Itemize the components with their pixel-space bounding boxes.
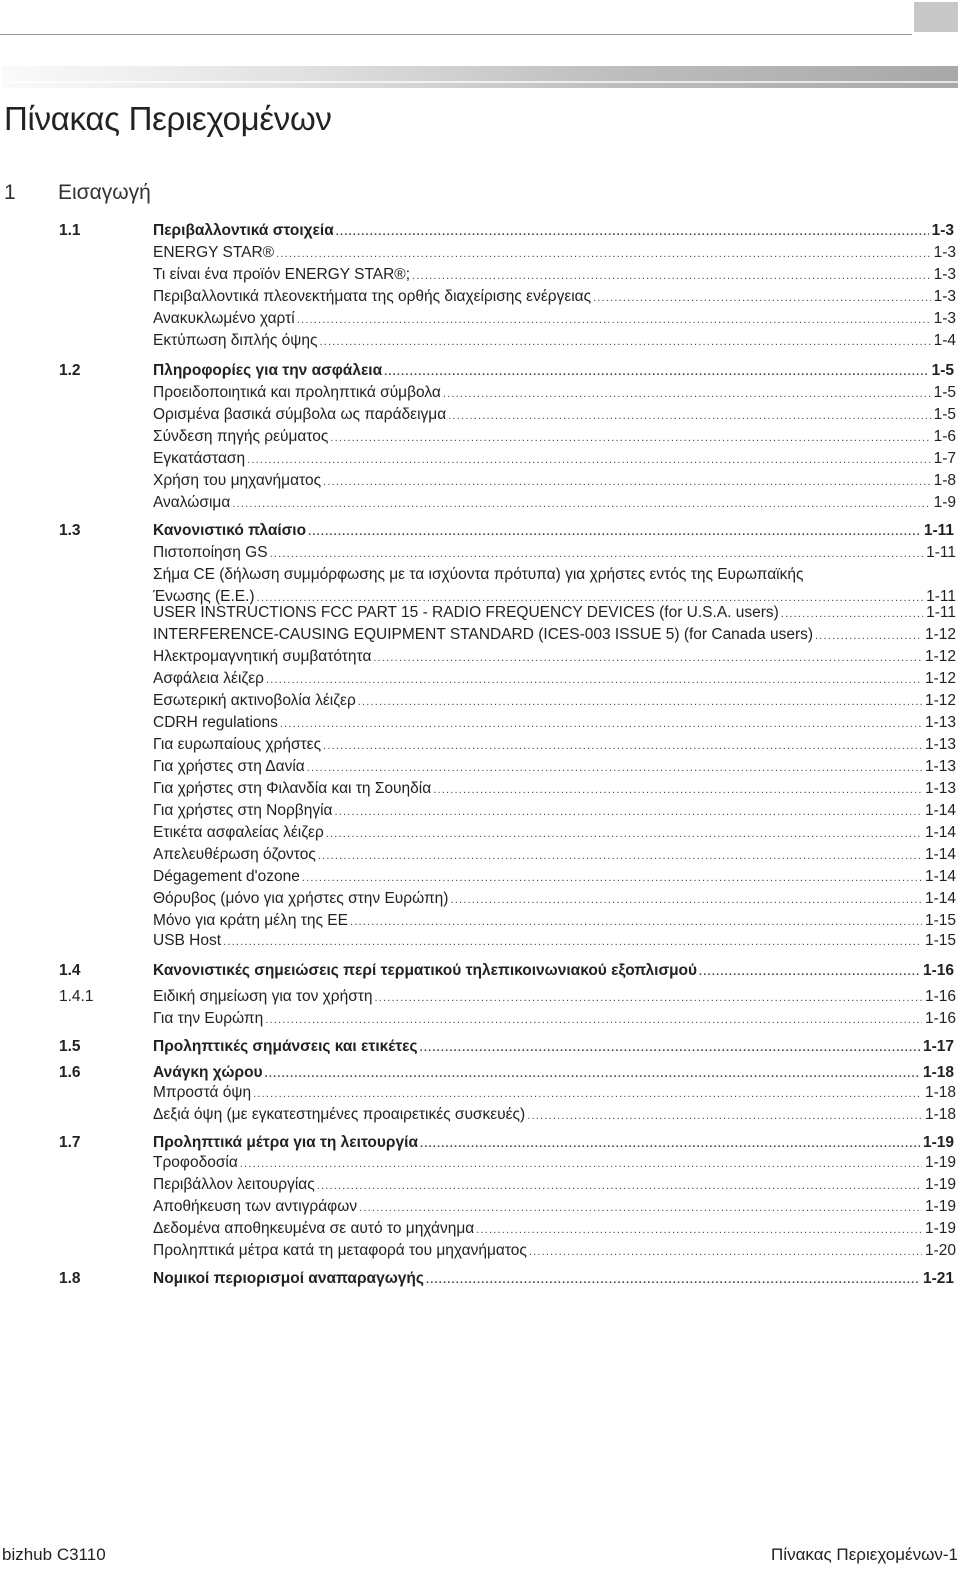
banner-stripe xyxy=(2,81,958,83)
toc-entry-row[interactable] xyxy=(0,734,960,756)
toc-entry-row[interactable] xyxy=(0,888,960,910)
leader-dots xyxy=(321,471,931,493)
toc-entry-label: Ανακυκλωμένο χαρτί xyxy=(153,310,295,327)
toc-entry-label: Ειδική σημείωση για τον χρήστη xyxy=(153,988,373,1005)
toc-entry-label-cont: Ένωσης (Ε.Ε.) xyxy=(153,588,255,605)
toc-page-number: 1-19 xyxy=(924,1198,956,1215)
header-rule xyxy=(0,34,912,35)
leader-dots xyxy=(315,1175,922,1197)
toc-entry-label: Δεξιά όψη (με εγκατεστημένες προαιρετικές συσκευές) xyxy=(153,1106,526,1123)
toc-entry xyxy=(153,986,956,1009)
leader-dots xyxy=(813,625,922,647)
toc-section-row[interactable] xyxy=(0,220,960,242)
toc-entry-label: USER INSTRUCTIONS FCC PART 15 - RADIO FREQUENCY DEVICES (for U.S.A. users) xyxy=(153,604,779,621)
toc-entry-label: Ηλεκτρομαγνητική συμβατότητα xyxy=(153,648,372,665)
toc-entry-row[interactable] xyxy=(0,1152,960,1174)
toc-entry xyxy=(153,426,956,449)
toc-entry-row[interactable] xyxy=(0,426,960,448)
toc-page-number: 1-7 xyxy=(933,450,956,467)
leader-dots xyxy=(221,931,922,953)
toc-section-number: 1.5 xyxy=(59,1038,81,1055)
toc-entry-row[interactable] xyxy=(0,542,960,564)
toc-page-number: 1-14 xyxy=(924,868,956,885)
toc-entry-label: Προειδοποιητικά και προληπτικά σύμβολα xyxy=(153,384,441,401)
toc-entry xyxy=(153,1218,956,1241)
toc-page-number: 1-13 xyxy=(924,758,956,775)
leader-dots xyxy=(230,493,930,515)
toc-entry-row[interactable] xyxy=(0,910,960,932)
toc-entry xyxy=(153,448,956,471)
toc-entry xyxy=(153,1104,956,1127)
toc-entry-row[interactable] xyxy=(0,690,960,712)
toc-entry xyxy=(153,492,956,515)
leader-dots xyxy=(441,383,931,405)
toc-entry-row[interactable] xyxy=(0,778,960,800)
toc-entry-row[interactable] xyxy=(0,930,960,952)
toc-section-row[interactable] xyxy=(0,1036,960,1058)
leader-dots xyxy=(317,331,930,353)
toc-entry xyxy=(153,712,956,735)
toc-page-number: 1-19 xyxy=(924,1176,956,1193)
toc-entry-row[interactable] xyxy=(0,844,960,866)
toc-page-number: 1-18 xyxy=(922,1064,954,1081)
toc-entry-label: Προληπτικές σημάνσεις και ετικέτες xyxy=(153,1038,418,1055)
toc-page-number: 1-14 xyxy=(924,890,956,907)
toc-entry-row[interactable] xyxy=(0,756,960,778)
toc-page-number: 1-13 xyxy=(924,714,956,731)
toc-entry-label: Για χρήστες στη Φιλανδία και τη Σουηδία xyxy=(153,780,432,797)
toc-entry-row[interactable] xyxy=(0,448,960,470)
leader-dots xyxy=(371,647,922,669)
toc-entry xyxy=(153,822,956,845)
leader-dots xyxy=(321,735,922,757)
leader-dots xyxy=(305,757,922,779)
leader-dots xyxy=(474,1219,922,1241)
toc-entry xyxy=(153,286,956,309)
toc-entry-label: CDRH regulations xyxy=(153,714,278,731)
toc-page-number: 1-18 xyxy=(924,1084,956,1101)
toc-entry-label: Ανάγκη χώρου xyxy=(153,1064,263,1081)
leader-dots xyxy=(779,603,923,625)
toc-entry-label: Κανονιστικές σημειώσεις περί τερματικού τηλεπικοινωνιακού εξοπλισμού xyxy=(153,962,698,979)
toc-page-number: 1-14 xyxy=(924,846,956,863)
toc-entry-label: Εσωτερική ακτινοβολία λέιζερ xyxy=(153,692,356,709)
leader-dots xyxy=(300,867,922,889)
toc-page-number: 1-4 xyxy=(933,332,956,349)
toc-entry-label: Δεδομένα αποθηκευμένα σε αυτό το μηχάνημα xyxy=(153,1220,475,1237)
toc-entry-label: Χρήση του μηχανήματος xyxy=(153,472,322,489)
toc-entry-label: Μόνο για κράτη μέλη της ΕΕ xyxy=(153,912,348,929)
toc-entry xyxy=(153,1240,956,1263)
leader-dots xyxy=(410,265,931,287)
toc-entry-row[interactable] xyxy=(0,1174,960,1196)
leader-dots xyxy=(264,669,922,691)
toc-entry-row[interactable] xyxy=(0,800,960,822)
leader-dots xyxy=(373,987,922,1009)
toc-page-number: 1-14 xyxy=(924,802,956,819)
leader-dots xyxy=(328,427,930,449)
toc-entry-label: Ετικέτα ασφαλείας λέιζερ xyxy=(153,824,324,841)
toc-page-number: 1-15 xyxy=(924,912,956,929)
toc-entry xyxy=(153,930,956,953)
toc-page-number: 1-11 xyxy=(926,588,956,605)
toc-entry xyxy=(153,800,956,823)
toc-page-number: 1-11 xyxy=(923,522,954,539)
leader-dots xyxy=(306,521,921,543)
toc-entry xyxy=(153,866,956,889)
leader-dots xyxy=(334,221,929,243)
toc-entry xyxy=(153,382,956,405)
toc-page-number: 1-18 xyxy=(924,1106,956,1123)
toc-entry-row[interactable] xyxy=(0,668,960,690)
toc-entry-label: Για την Ευρώπη xyxy=(153,1010,264,1027)
toc-page-number: 1-12 xyxy=(924,692,956,709)
toc-page-number: 1-16 xyxy=(924,1010,956,1027)
header-banner xyxy=(2,66,958,88)
toc-entry-row[interactable] xyxy=(0,1008,960,1030)
toc-page-number: 1-3 xyxy=(933,288,956,305)
toc-entry xyxy=(153,264,956,287)
page-title: Πίνακας Περιεχομένων xyxy=(4,100,332,137)
toc-section-row[interactable] xyxy=(0,1268,960,1290)
toc-entry-label: Μπροστά όψη xyxy=(153,1084,252,1101)
toc-entry xyxy=(153,520,956,543)
toc-entry-label: Για χρήστες στη Νορβηγία xyxy=(153,802,333,819)
toc-entry xyxy=(153,1008,956,1031)
toc-section-number: 1.3 xyxy=(59,522,81,539)
toc-entry-label: Πληροφορίες για την ασφάλεια xyxy=(153,362,383,379)
toc-section-row[interactable] xyxy=(0,1132,960,1154)
toc-entry-row[interactable] xyxy=(0,712,960,734)
leader-dots xyxy=(591,287,930,309)
toc-page-number: 1-9 xyxy=(933,494,956,511)
toc-entry xyxy=(153,1082,956,1105)
leader-dots xyxy=(324,823,922,845)
toc-entry xyxy=(153,220,956,243)
toc-page-number: 1-13 xyxy=(924,736,956,753)
toc-entry-row[interactable] xyxy=(0,470,960,492)
toc-entry-row[interactable] xyxy=(0,308,960,330)
toc-page-number: 1-11 xyxy=(926,604,956,621)
leader-dots xyxy=(295,309,931,331)
toc-entry-label: Απελευθέρωση όζοντος xyxy=(153,846,316,863)
toc-entry xyxy=(153,646,956,669)
toc-page-number: 1-3 xyxy=(933,310,956,327)
leader-dots xyxy=(382,361,928,383)
toc-entry xyxy=(153,330,956,353)
toc-page-number: 1-12 xyxy=(924,670,956,687)
toc-entry-row[interactable] xyxy=(0,1082,960,1104)
toc-entry-label: Κανονιστικό πλαίσιο xyxy=(153,522,307,539)
toc-entry-label: Σήμα CE (δήλωση συμμόρφωσης με τα ισχύοντα πρότυπα) για χρήστες εντός της Ευρωπαϊκής xyxy=(153,566,804,583)
toc-entry-label: Εγκατάσταση xyxy=(153,450,246,467)
chapter-heading xyxy=(4,181,151,205)
toc-section-number: 1.2 xyxy=(59,362,81,379)
toc-entry-label: Πιστοποίηση GS xyxy=(153,544,268,561)
leader-dots xyxy=(525,1105,922,1127)
toc-entry-row[interactable] xyxy=(0,242,960,264)
toc-entry-label: Τροφοδοσία xyxy=(153,1154,238,1171)
toc-page-number: 1-3 xyxy=(933,244,956,261)
toc-entry-label: Προληπτικά μέτρα κατά τη μεταφορά του μηχανήματος xyxy=(153,1242,527,1259)
toc-page-number: 1-5 xyxy=(933,406,956,423)
leader-dots xyxy=(418,1037,920,1059)
toc-entry xyxy=(153,844,956,867)
toc-entry xyxy=(153,888,956,911)
leader-dots xyxy=(527,1241,922,1263)
leader-dots xyxy=(238,1153,922,1175)
toc-entry xyxy=(153,308,956,331)
toc-entry xyxy=(153,668,956,691)
toc-entry-label: Αναλώσιμα xyxy=(153,494,231,511)
toc-entry-label: Προληπτικά μέτρα για τη λειτουργία xyxy=(153,1134,418,1151)
footer-page-label: Πίνακας Περιεχομένων-1 xyxy=(771,1545,958,1564)
leader-dots xyxy=(446,405,930,427)
toc-entry-row[interactable] xyxy=(0,404,960,426)
toc-entry xyxy=(153,960,956,983)
toc-entry-label: Σύνδεση πηγής ρεύματος xyxy=(153,428,329,445)
toc-entry-label: Τι είναι ένα προϊόν ENERGY STAR®; xyxy=(153,266,411,283)
toc-entry-label: Ασφάλεια λέιζερ xyxy=(153,670,264,687)
toc-entry xyxy=(153,1036,956,1059)
toc-section-number: 1.7 xyxy=(59,1134,81,1151)
toc-page-number: 1-3 xyxy=(933,266,956,283)
toc-entry-label: USB Host xyxy=(153,932,222,949)
leader-dots xyxy=(424,1269,920,1291)
toc-entry-row[interactable] xyxy=(0,624,960,646)
toc-page-number: 1-8 xyxy=(933,472,956,489)
chapter-title: Εισαγωγή xyxy=(58,181,151,204)
toc-entry-row[interactable] xyxy=(0,986,960,1008)
toc-entry-row[interactable] xyxy=(0,330,960,352)
toc-entry-row[interactable] xyxy=(0,646,960,668)
toc-entry xyxy=(153,778,956,801)
toc-entry-label: Για χρήστες στη Δανία xyxy=(153,758,305,775)
toc-section-row[interactable] xyxy=(0,1062,960,1084)
toc-entry-label: Περιβάλλον λειτουργίας xyxy=(153,1176,315,1193)
toc-page-number: 1-5 xyxy=(933,384,956,401)
toc-page-number: 1-17 xyxy=(922,1038,954,1055)
toc-entry-label: Νομικοί περιορισμοί αναπαραγωγής xyxy=(153,1270,424,1287)
toc-entry-row[interactable] xyxy=(0,1218,960,1240)
toc-entry-label: Dégagement d'ozone xyxy=(153,868,300,885)
toc-section-number: 1.8 xyxy=(59,1270,81,1287)
leader-dots xyxy=(697,961,920,983)
toc-page-number: 1-6 xyxy=(933,428,956,445)
leader-dots xyxy=(251,1083,922,1105)
toc-entry-row[interactable] xyxy=(0,264,960,286)
toc-entry xyxy=(153,1174,956,1197)
toc-entry-label: ENERGY STAR® xyxy=(153,244,275,261)
toc-entry-label: INTERFERENCE-CAUSING EQUIPMENT STANDARD (ICES-003 ISSUE 5) (for Canada users) xyxy=(153,626,814,643)
toc-page-number: 1-21 xyxy=(922,1270,954,1287)
toc-entry-row[interactable] xyxy=(0,286,960,308)
toc-entry-label: Ορισμένα βασικά σύμβολα ως παράδειγμα xyxy=(153,406,447,423)
toc-entry xyxy=(153,470,956,493)
toc-page-number: 1-14 xyxy=(924,824,956,841)
toc-entry-label: Για ευρωπαίους χρήστες xyxy=(153,736,322,753)
toc-section-row[interactable] xyxy=(0,520,960,542)
leader-dots xyxy=(332,801,922,823)
toc-entry xyxy=(153,1196,956,1219)
toc-entry xyxy=(153,1268,956,1291)
toc-page-number: 1-3 xyxy=(931,222,954,239)
toc-entry-label: Περιβαλλοντικά στοιχεία xyxy=(153,222,334,239)
toc-page-number: 1-5 xyxy=(931,362,954,379)
toc-entry-label: Περιβαλλοντικά πλεονεκτήματα της ορθής διαχείρισης ενέργειας xyxy=(153,288,592,305)
toc-entry-label: Θόρυβος (μόνο για χρήστες στην Ευρώπη) xyxy=(153,890,449,907)
toc-section-number: 1.1 xyxy=(59,222,81,239)
toc-page-number: 1-19 xyxy=(924,1220,956,1237)
toc-entry xyxy=(153,624,956,647)
toc-entry-row[interactable] xyxy=(0,602,960,624)
toc-entry xyxy=(153,690,956,713)
toc-entry-row[interactable] xyxy=(0,1104,960,1126)
toc-entry xyxy=(153,1152,956,1175)
toc-page-number: 1-16 xyxy=(924,988,956,1005)
footer-product: bizhub C3110 xyxy=(2,1545,106,1564)
toc-page-number: 1-19 xyxy=(922,1134,954,1151)
toc-section-number: 1.6 xyxy=(59,1064,81,1081)
toc-section-row[interactable] xyxy=(0,360,960,382)
toc-entry xyxy=(153,242,956,265)
leader-dots xyxy=(356,691,922,713)
leader-dots xyxy=(431,779,922,801)
toc-entry-label: Αποθήκευση των αντιγράφων xyxy=(153,1198,358,1215)
toc-page-number: 1-15 xyxy=(924,932,956,949)
toc-entry xyxy=(153,756,956,779)
leader-dots xyxy=(357,1197,922,1219)
toc-page-number: 1-19 xyxy=(924,1154,956,1171)
toc-page-number: 1-12 xyxy=(924,626,956,643)
toc-page-number: 1-13 xyxy=(924,780,956,797)
toc-page-number: 1-20 xyxy=(924,1242,956,1259)
toc-page-number: 1-11 xyxy=(926,544,956,561)
toc-page-number: 1-12 xyxy=(924,648,956,665)
toc-entry xyxy=(153,734,956,757)
leader-dots xyxy=(245,449,931,471)
toc-section-number: 1.4.1 xyxy=(59,988,94,1005)
leader-dots xyxy=(448,889,922,911)
leader-dots xyxy=(274,243,931,265)
toc-entry-row[interactable] xyxy=(0,822,960,844)
leader-dots xyxy=(316,845,922,867)
toc-section-row[interactable] xyxy=(0,960,960,982)
toc-entry xyxy=(153,404,956,427)
toc-page-number: 1-16 xyxy=(922,962,954,979)
toc-entry-row[interactable] xyxy=(0,382,960,404)
toc-entry-row[interactable] xyxy=(0,1240,960,1262)
toc-entry xyxy=(153,542,956,565)
corner-tab xyxy=(914,2,958,32)
toc-section-number: 1.4 xyxy=(59,962,81,979)
toc-entry-row[interactable] xyxy=(0,1196,960,1218)
leader-dots xyxy=(278,713,922,735)
toc-entry-label: Εκτύπωση διπλής όψης xyxy=(153,332,318,349)
leader-dots xyxy=(268,543,924,565)
toc-entry-row[interactable] xyxy=(0,866,960,888)
toc-entry xyxy=(153,602,956,625)
leader-dots xyxy=(263,1009,922,1031)
chapter-number: 1 xyxy=(4,181,16,204)
toc-entry xyxy=(153,360,956,383)
toc-entry-row[interactable] xyxy=(0,492,960,514)
